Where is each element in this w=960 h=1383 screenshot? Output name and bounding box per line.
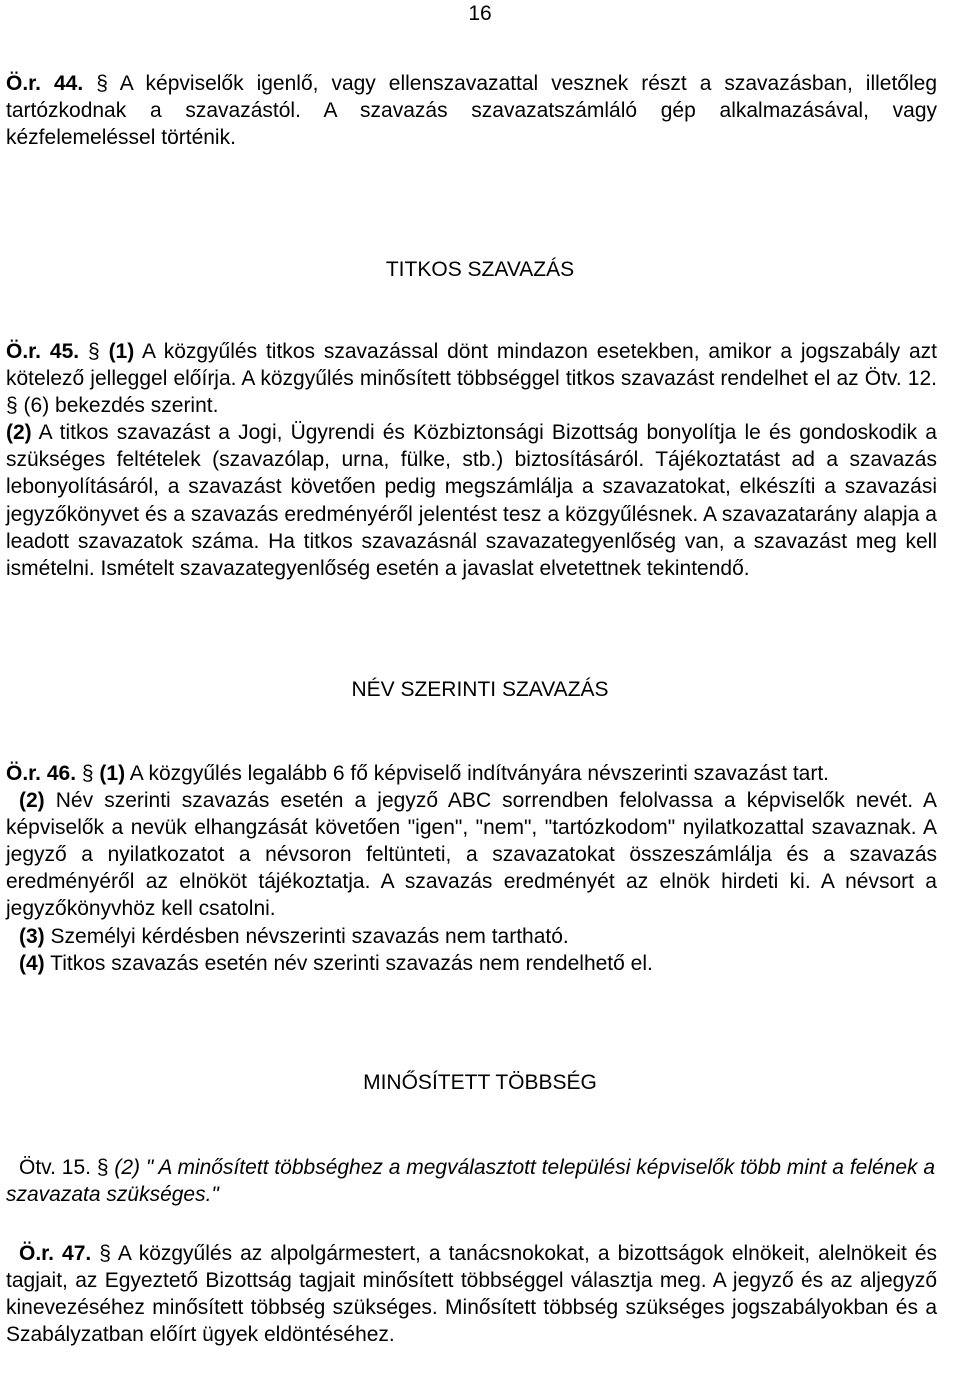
section-sign-icon: § bbox=[81, 762, 94, 785]
heading-minositett-tobbseg: MINŐSÍTETT TÖBBSÉG bbox=[363, 1071, 597, 1094]
section-47-label: Ö.r. 47. bbox=[19, 1242, 92, 1265]
section-45-label: Ö.r. 45. bbox=[6, 340, 80, 363]
section-sign-icon: § bbox=[96, 1156, 109, 1179]
section-46-p1-num: (1) bbox=[99, 762, 126, 785]
section-sign-icon: § bbox=[6, 394, 18, 418]
section-45 bbox=[6, 338, 937, 582]
section-47-text: A közgyűlés az alpolgármestert, a tanácsnokokat, a bizottságok elnökeit, alelnökeit és tagjait, az Egyeztető Bizottság tagjait minősített többséggel választja meg. A jegyző és az aljegyző kinevezéséhez minősített többség szükséges. Minősített többség szükséges jogszabályokban és a Szabályzatban előírt ügyek eldöntéséhez. bbox=[6, 1242, 937, 1347]
page-number: 16 bbox=[468, 2, 492, 25]
section-46-p2-num: (2) bbox=[19, 789, 45, 813]
section-47 bbox=[6, 1240, 937, 1348]
section-46-p2-text: Név szerinti szavazás esetén a jegyző ABC sorrendben felolvassa a képviselők nevét. A képviselők a nevük elhangzását követően "igen", "nem", "tartózkodom" nyilatkozattal szavaznak. A jegyző a nyilatkozatot a névsoron feltünteti, a szavazatokat összeszámlálja és a szavazás eredményéről az elnököt tájékoztatja. A szavazás eredményét az elnök hirdeti ki. A névsort a jegyzőkönyvhöz kell csatolni. bbox=[6, 789, 937, 921]
section-46-label: Ö.r. 46. bbox=[6, 762, 77, 785]
section-45-p2-text: A titkos szavazást a Jogi, Ügyrendi és Közbiztonsági Bizottság bonyolítja le és gondoskodik a szükséges feltételek (szavazólap, urna, fülke, stb.) biztosításáról. Tájékoztatást ad a szavazás lebonyolításáról, a szavazást követően pedig megszámlálja a szavazatokat, elkészíti a szavazási jegyzőkönyvet és a szavazás eredményéről jelentést tesz a közgyűlésnek. A szavazatarány alapja a leadott szavazatok száma. Ha titkos szavazásnál szavazategyenlőség van, a szavazást meg kell ismételni. Ismételt szavazategyenlőség esetén a javaslat elvetettnek tekintendő. bbox=[6, 421, 937, 580]
section-46-p4-num: (4) bbox=[19, 951, 45, 975]
section-45-p1-text: A közgyűlés titkos szavazással dönt mindazon esetekben, amikor a jogszabály azt kötelező jelleggel előírja. A közgyűlés minősített többséggel titkos szavazást rendelhet el az Ötv. 12. bbox=[6, 340, 937, 391]
section-46-p3-text: Személyi kérdésben névszerinti szavazás nem tartható. bbox=[50, 924, 569, 948]
section-46-p3-num: (3) bbox=[19, 924, 45, 948]
section-46 bbox=[6, 760, 937, 977]
otv-15 bbox=[6, 1154, 937, 1208]
otv-15-text: " A minősített többséghez a megválasztott települési képviselők több mint a felének a szavazata szükséges." bbox=[6, 1156, 936, 1207]
section-44-text: A képviselők igenlő, vagy ellenszavazattal vesznek részt a szavazásban, illetőleg tartózkodnak a szavazástól. A szavazás szavazatszámláló gép alkalmazásával, vagy kézfelemeléssel történik. bbox=[6, 72, 937, 150]
section-45-p2-num: (2) bbox=[6, 421, 32, 445]
section-44-label: Ö.r. 44. bbox=[6, 72, 84, 95]
section-46-p1-text: A közgyűlés legalább 6 fő képviselő indítványára névszerinti szavazást tart. bbox=[129, 762, 829, 785]
section-45-p1-num: (1) bbox=[108, 340, 135, 363]
section-sign-icon: § bbox=[99, 1242, 111, 1265]
section-45-p1-ref: (6) bekezdés szerint. bbox=[23, 394, 219, 418]
heading-nev-szerinti-szavazas: NÉV SZERINTI SZAVAZÁS bbox=[351, 678, 609, 701]
otv-15-label: Ötv. 15. bbox=[19, 1156, 91, 1179]
heading-titkos-szavazas: TITKOS SZAVAZÁS bbox=[385, 258, 575, 281]
otv-15-num: (2) bbox=[114, 1156, 141, 1179]
section-46-p4-text: Titkos szavazás esetén név szerinti szavazás nem rendelhető el. bbox=[50, 951, 653, 975]
section-sign-icon: § bbox=[96, 72, 108, 95]
section-sign-icon: § bbox=[87, 340, 100, 363]
section-44 bbox=[6, 70, 937, 151]
